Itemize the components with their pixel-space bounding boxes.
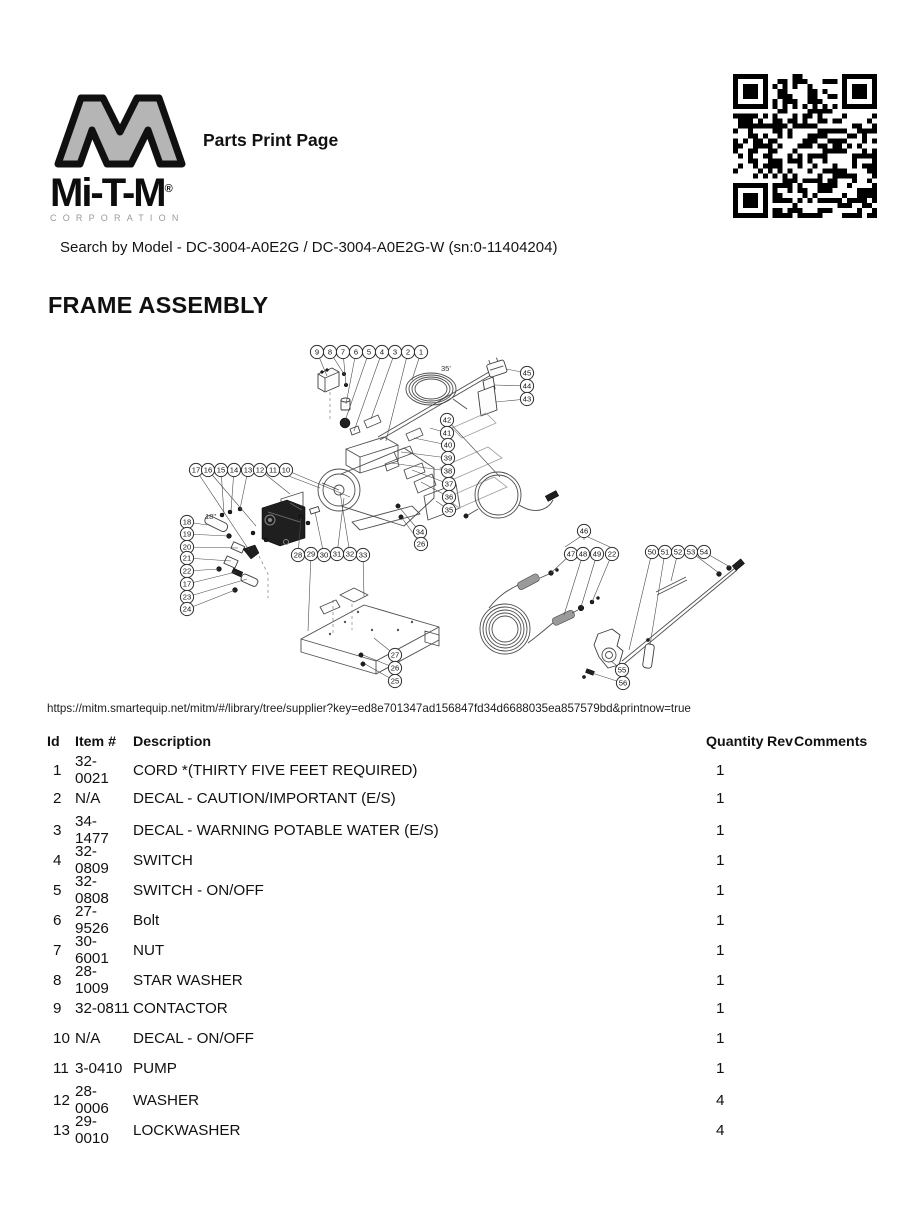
table-cell: 11 xyxy=(53,1059,69,1077)
table-row xyxy=(47,1113,867,1147)
svg-text:45: 45 xyxy=(522,368,532,378)
svg-text:29: 29 xyxy=(306,549,316,559)
col-header-id: Id xyxy=(47,734,60,750)
svg-text:56: 56 xyxy=(618,678,628,688)
frame-assembly-diagram xyxy=(0,330,906,700)
table-cell: 1 xyxy=(716,821,725,839)
table-cell: 1 xyxy=(716,761,725,779)
table-cell: STAR WASHER xyxy=(133,971,243,989)
table-cell: 27-9526 xyxy=(75,903,109,937)
table-cell: 8 xyxy=(53,971,62,989)
table-cell: 4 xyxy=(716,1091,725,1109)
table-cell: 3 xyxy=(53,821,62,839)
table-cell: 1 xyxy=(716,971,725,989)
section-title: FRAME ASSEMBLY xyxy=(48,292,269,318)
pump xyxy=(262,492,320,546)
garden-hose xyxy=(464,472,559,518)
svg-text:41: 41 xyxy=(442,428,452,438)
table-cell: 6 xyxy=(53,911,62,929)
svg-text:43: 43 xyxy=(522,394,532,404)
svg-text:9: 9 xyxy=(314,347,320,357)
svg-text:22: 22 xyxy=(607,549,617,559)
svg-text:19: 19 xyxy=(182,529,192,539)
base-plate xyxy=(301,588,439,674)
parts-table-body xyxy=(47,753,867,1147)
table-cell: DECAL - WARNING POTABLE WATER (E/S) xyxy=(133,821,439,839)
parts-table xyxy=(47,731,868,1147)
svg-text:37: 37 xyxy=(444,479,454,489)
svg-text:38: 38 xyxy=(443,466,453,476)
mitm-logo xyxy=(50,82,210,223)
svg-text:10: 10 xyxy=(281,465,291,475)
table-cell: CORD *(THIRTY FIVE FEET REQUIRED) xyxy=(133,761,418,779)
svg-text:47: 47 xyxy=(566,549,576,559)
table-row xyxy=(47,843,867,877)
table-cell: Bolt xyxy=(133,911,160,929)
logo-brand-text: Mi-T-M® xyxy=(50,171,173,215)
table-cell: WASHER xyxy=(133,1091,200,1109)
col-header-comments: Comments xyxy=(794,734,868,750)
table-cell: 5 xyxy=(53,881,62,899)
page-title: Parts Print Page xyxy=(203,130,339,150)
svg-text:40: 40 xyxy=(443,440,453,450)
table-cell: 4 xyxy=(716,1121,725,1139)
svg-text:21: 21 xyxy=(182,553,192,563)
nozzle-holder xyxy=(478,377,497,416)
table-row xyxy=(47,753,867,787)
svg-text:14: 14 xyxy=(229,465,239,475)
svg-text:27: 27 xyxy=(390,650,400,660)
svg-text:54: 54 xyxy=(699,547,709,557)
svg-text:17: 17 xyxy=(182,579,192,589)
table-row xyxy=(47,813,867,847)
svg-text:53: 53 xyxy=(686,547,696,557)
table-cell: 32-0809 xyxy=(75,843,109,877)
svg-text:33: 33 xyxy=(358,550,368,560)
table-cell: 34-1477 xyxy=(75,813,109,847)
table-cell: 28-1009 xyxy=(75,963,109,997)
table-cell: 3-0410 xyxy=(75,1059,123,1077)
table-cell: 7 xyxy=(53,941,62,959)
svg-text:7: 7 xyxy=(340,347,346,357)
table-cell: 4 xyxy=(53,851,62,869)
table-cell: 1 xyxy=(53,761,62,779)
mitm-logo-m-icon xyxy=(50,82,190,174)
table-cell: N/A xyxy=(75,789,101,807)
svg-text:18: 18 xyxy=(182,517,192,527)
wand xyxy=(622,559,745,669)
table-cell: NUT xyxy=(133,941,165,959)
table-cell: DECAL - CAUTION/IMPORTANT (E/S) xyxy=(133,789,396,807)
table-cell: 29-0010 xyxy=(75,1113,109,1147)
svg-text:23: 23 xyxy=(182,592,192,602)
svg-text:30: 30 xyxy=(319,550,329,560)
table-cell: N/A xyxy=(75,1029,101,1047)
parts-table-header xyxy=(47,731,867,753)
svg-text:32: 32 xyxy=(345,549,355,559)
table-row xyxy=(47,963,867,997)
table-cell: LOCKWASHER xyxy=(133,1121,241,1139)
table-cell: CONTACTOR xyxy=(133,999,228,1017)
svg-text:44: 44 xyxy=(522,381,532,391)
col-header-quantity: Quantity xyxy=(706,734,764,750)
svg-text:17: 17 xyxy=(191,465,201,475)
svg-text:20: 20 xyxy=(182,542,192,552)
svg-text:8: 8 xyxy=(327,347,333,357)
table-cell: 32-0811 xyxy=(75,999,130,1017)
registered-mark: ® xyxy=(164,183,173,195)
svg-text:51: 51 xyxy=(660,547,670,557)
svg-text:35': 35' xyxy=(441,364,451,373)
svg-text:13: 13 xyxy=(243,465,253,475)
svg-text:42: 42 xyxy=(442,415,452,425)
svg-text:11: 11 xyxy=(269,465,277,475)
table-cell: 1 xyxy=(716,999,725,1017)
table-cell: 32-0808 xyxy=(75,873,109,907)
source-url: https://mitm.smartequip.net/mitm/#/library/tree/supplier?key=ed8e701347ad156847fd34d6688035ea857579bd&printnow=true xyxy=(47,702,691,715)
svg-text:52: 52 xyxy=(673,547,683,557)
svg-text:28: 28 xyxy=(293,550,303,560)
qr-code xyxy=(733,74,877,218)
table-cell: 1 xyxy=(716,851,725,869)
table-cell: 10 xyxy=(53,1029,70,1047)
svg-text:50: 50 xyxy=(647,547,657,557)
table-cell: 32-0021 xyxy=(75,753,109,787)
svg-text:35: 35 xyxy=(444,505,454,515)
svg-text:22: 22 xyxy=(182,566,192,576)
table-row xyxy=(47,1083,867,1117)
table-cell: 1 xyxy=(716,881,725,899)
table-row xyxy=(47,933,867,967)
svg-text:49: 49 xyxy=(592,549,602,559)
table-cell: 12 xyxy=(53,1091,70,1109)
svg-text:1: 1 xyxy=(418,347,424,357)
table-cell: 2 xyxy=(53,789,62,807)
svg-text:34: 34 xyxy=(415,527,425,537)
table-cell: 28-0006 xyxy=(75,1083,109,1117)
table-cell: 1 xyxy=(716,1059,725,1077)
svg-text:6: 6 xyxy=(353,347,359,357)
table-cell: SWITCH xyxy=(133,851,193,869)
svg-text:18": 18" xyxy=(205,512,217,521)
svg-text:15: 15 xyxy=(216,465,226,475)
table-cell: 1 xyxy=(716,1029,725,1047)
svg-text:12: 12 xyxy=(255,465,265,475)
table-cell: 9 xyxy=(53,999,62,1017)
svg-text:24: 24 xyxy=(182,604,192,614)
svg-text:3: 3 xyxy=(392,347,398,357)
table-cell: SWITCH - ON/OFF xyxy=(133,881,264,899)
table-row xyxy=(47,1053,867,1083)
svg-text:39: 39 xyxy=(443,453,453,463)
svg-text:46: 46 xyxy=(579,526,589,536)
table-row xyxy=(47,993,867,1023)
svg-text:25: 25 xyxy=(390,676,400,686)
power-plug xyxy=(485,356,507,378)
table-row xyxy=(47,873,867,907)
svg-text:26: 26 xyxy=(416,539,426,549)
col-header-rev: Rev xyxy=(767,734,794,750)
col-header-item: Item # xyxy=(75,734,117,750)
motor xyxy=(318,437,434,530)
svg-text:31: 31 xyxy=(332,549,342,559)
table-cell: 30-6001 xyxy=(75,933,109,967)
svg-text:55: 55 xyxy=(617,665,627,675)
table-cell: 1 xyxy=(716,941,725,959)
svg-text:4: 4 xyxy=(379,347,385,357)
table-cell: PUMP xyxy=(133,1059,177,1077)
svg-text:5: 5 xyxy=(366,347,372,357)
table-cell: 1 xyxy=(716,911,725,929)
table-cell: DECAL - ON/OFF xyxy=(133,1029,254,1047)
table-cell: 1 xyxy=(716,789,725,807)
table-row xyxy=(47,903,867,937)
model-search-line: Search by Model - DC-3004-A0E2G / DC-3004-A0E2G-W (sn:0-11404204) xyxy=(60,239,558,256)
logo-sub-text: CORPORATION xyxy=(50,213,185,223)
table-row xyxy=(47,1023,867,1053)
table-row xyxy=(47,783,867,813)
svg-text:36: 36 xyxy=(444,492,454,502)
svg-text:16: 16 xyxy=(203,465,213,475)
contactor-box xyxy=(318,368,339,392)
svg-text:26: 26 xyxy=(390,663,400,673)
table-cell: 13 xyxy=(53,1121,70,1139)
svg-text:48: 48 xyxy=(578,549,588,559)
col-header-desc: Description xyxy=(133,734,212,750)
svg-text:2: 2 xyxy=(405,347,411,357)
